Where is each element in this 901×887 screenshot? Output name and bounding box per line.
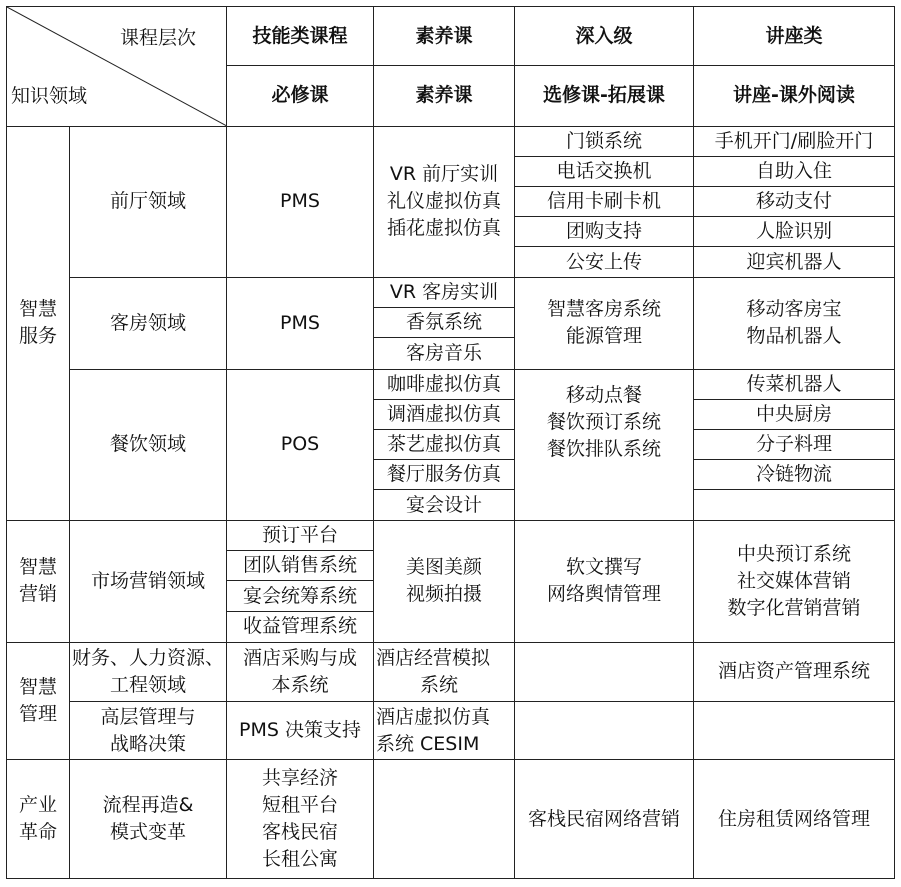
marketing-skill-item: 收益管理系统 xyxy=(227,611,374,642)
front-advanced-item: 电话交换机 xyxy=(515,156,694,186)
front-advanced-item: 信用卡刷卡机 xyxy=(515,186,694,216)
front-office-literacy: VR 前厅实训 礼仪虚拟仿真 插花虚拟仿真 xyxy=(374,126,515,278)
industry-skill: 共享经济 短租平台 客栈民宿 长租公寓 xyxy=(227,760,374,879)
domain-senior-management: 高层管理与 战略决策 xyxy=(70,701,227,759)
category-smart-service: 智慧服务 xyxy=(7,126,70,521)
marketing-skill-item: 宴会统筹系统 xyxy=(227,581,374,611)
front-office-skill: PMS xyxy=(227,126,374,278)
domain-finance-hr: 财务、人力资源、 工程领域 xyxy=(70,642,227,701)
food-lecture-item: 传菜机器人 xyxy=(694,369,895,399)
food-lecture-item: 分子料理 xyxy=(694,429,895,459)
finance-advanced xyxy=(515,642,694,701)
senior-lecture xyxy=(694,701,895,759)
front-lecture-item: 人脸识别 xyxy=(694,216,895,246)
finance-literacy: 酒店经营模拟 系统 xyxy=(374,642,515,701)
domain-food-beverage: 餐饮领域 xyxy=(70,369,227,521)
finance-skill: 酒店采购与成 本系统 xyxy=(227,642,374,701)
front-lecture-item: 自助入住 xyxy=(694,156,895,186)
front-advanced-item: 公安上传 xyxy=(515,247,694,278)
header-lecture-type: 讲座类 xyxy=(694,7,895,66)
marketing-skill-item: 预订平台 xyxy=(227,521,374,551)
category-smart-marketing: 智慧营销 xyxy=(7,521,70,643)
industry-advanced: 客栈民宿网络营销 xyxy=(515,760,694,879)
marketing-advanced: 软文撰写 网络舆情管理 xyxy=(515,521,694,643)
senior-literacy: 酒店虚拟仿真 系统 CESIM xyxy=(374,701,515,759)
food-literacy-item: 调酒虚拟仿真 xyxy=(374,399,515,429)
domain-guest-room: 客房领域 xyxy=(70,278,227,369)
room-literacy-item: 香氛系统 xyxy=(374,308,515,338)
front-lecture-item: 迎宾机器人 xyxy=(694,247,895,278)
header-advanced-level: 深入级 xyxy=(515,7,694,66)
food-lecture-item: 中央厨房 xyxy=(694,399,895,429)
guest-room-skill: PMS xyxy=(227,278,374,369)
header-compulsory: 必修课 xyxy=(227,66,374,126)
category-industry-revolution: 产业革命 xyxy=(7,760,70,879)
corner-knowledge-domain: 知识领域 xyxy=(11,84,88,107)
food-beverage-advanced: 移动点餐 餐饮预订系统 餐饮排队系统 xyxy=(515,369,694,521)
food-literacy-item: 茶艺虚拟仿真 xyxy=(374,429,515,459)
corner-course-level: 课程层次 xyxy=(119,27,196,49)
header-literacy: 素养课 xyxy=(374,66,515,126)
marketing-literacy: 美图美颜 视频拍摄 xyxy=(374,521,515,643)
food-literacy-item: 宴会设计 xyxy=(374,490,515,521)
food-lecture-item: 冷链物流 xyxy=(694,459,895,489)
course-matrix-table xyxy=(6,6,895,879)
header-lecture-reading: 讲座-课外阅读 xyxy=(694,66,895,126)
header-skill-course: 技能类课程 xyxy=(227,7,374,66)
domain-process-reengineering: 流程再造& 模式变革 xyxy=(70,760,227,879)
domain-front-office: 前厅领域 xyxy=(70,126,227,278)
guest-room-lecture: 移动客房宝 物品机器人 xyxy=(694,278,895,369)
front-lecture-item: 移动支付 xyxy=(694,186,895,216)
front-advanced-item: 门锁系统 xyxy=(515,126,694,156)
header-elective: 选修课-拓展课 xyxy=(515,66,694,126)
room-literacy-item: VR 客房实训 xyxy=(374,278,515,308)
food-beverage-skill: POS xyxy=(227,369,374,521)
header-corner-cell xyxy=(7,7,227,127)
industry-literacy xyxy=(374,760,515,879)
food-literacy-item: 咖啡虚拟仿真 xyxy=(374,369,515,399)
finance-lecture: 酒店资产管理系统 xyxy=(694,642,895,701)
front-advanced-item: 团购支持 xyxy=(515,216,694,246)
food-literacy-item: 餐厅服务仿真 xyxy=(374,459,515,489)
guest-room-advanced: 智慧客房系统 能源管理 xyxy=(515,278,694,369)
food-lecture-empty xyxy=(694,490,895,521)
domain-marketing: 市场营销领域 xyxy=(70,521,227,643)
front-lecture-item: 手机开门/刷脸开门 xyxy=(694,126,895,156)
room-literacy-item: 客房音乐 xyxy=(374,338,515,369)
marketing-lecture: 中央预订系统 社交媒体营销 数字化营销营销 xyxy=(694,521,895,643)
header-literacy-course: 素养课 xyxy=(374,7,515,66)
senior-advanced xyxy=(515,701,694,759)
senior-skill: PMS 决策支持 xyxy=(227,701,374,759)
marketing-skill-item: 团队销售系统 xyxy=(227,551,374,581)
category-smart-management: 智慧管理 xyxy=(7,642,70,760)
industry-lecture: 住房租赁网络管理 xyxy=(694,760,895,879)
